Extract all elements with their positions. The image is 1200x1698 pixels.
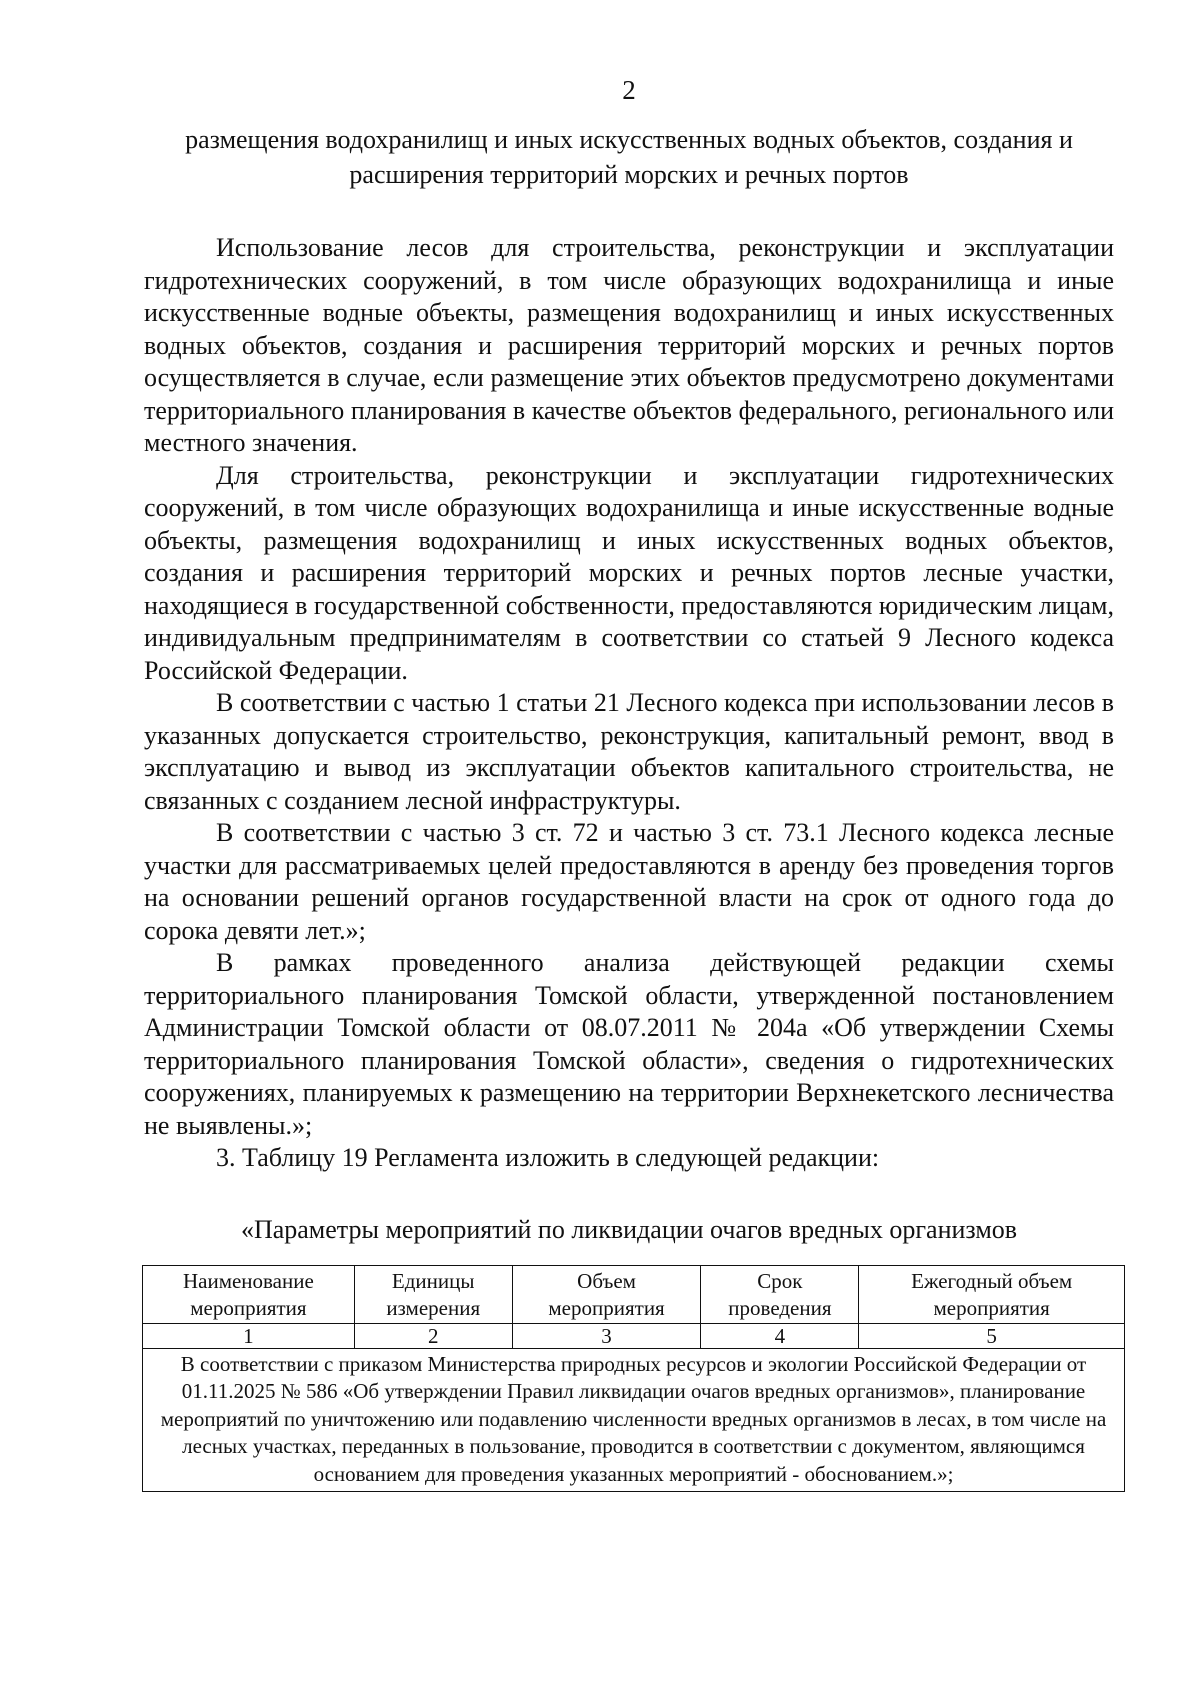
header-units: Единицы измерения: [354, 1265, 512, 1323]
header-period: Срок проведения: [701, 1265, 859, 1323]
column-number-4: 4: [701, 1323, 859, 1348]
paragraph-land-provision: Для строительства, реконструкции и эксплуатации гидротехнических сооружений, в том числе образующих водохранилища и иные искусственные водные объекты, размещения водохранилищ и иных искусственных водных объектов, создания и расширения территорий морских и речных портов лесные участки, находящиеся в государственной собственности, предоставляются юридическим лицам, индивидуальным предпринимателям в соответствии со статьей 9 Лесного кодекса Российской Федерации.: [144, 460, 1114, 685]
table-title: «Параметры мероприятий по ликвидации очагов вредных организмов: [240, 1214, 1018, 1244]
header-annual-volume: Ежегодный объем мероприятия: [859, 1265, 1125, 1323]
paragraph-lease-terms: В соответствии с частью 3 ст. 72 и частью 3 ст. 73.1 Лесного кодекса лесные участки для рассматриваемых целей предоставляются в аренду без проведения торгов на основании решений органов государственной власти на срок от одного года до сорока девяти лет.»;: [144, 818, 1114, 945]
table-note: В соответствии с приказом Министерства природных ресурсов и экологии Российской Федерации от 01.11.2025 № 586 «Об утверждении Правил ликвидации очагов вредных организмов», планирование мероприятий по уничтожению или подавлению численности вредных организмов в лесах, в том числе на лесных участках, переданных в пользование, проводится в соответствии с документом, являющимся основанием для проведения указанных мероприятий - обоснованием.»;: [143, 1348, 1125, 1492]
paragraph-table-19-amendment: 3. Таблицу 19 Регламента изложить в следующей редакции:: [216, 1143, 880, 1172]
paragraph-article-21: В соответствии с частью 1 статьи 21 Лесного кодекса при использовании лесов в указанных допускается строительство, реконструкция, капитальный ремонт, ввод в эксплуатацию и вывод из эксплуатации объектов капитального строительства, не связанных с созданием лесной инфраструктуры.: [144, 688, 1114, 815]
page-number: 2: [622, 75, 636, 105]
section-subtitle: размещения водохранилищ и иных искусственных водных объектов, создания и расширения территорий морских и речных портов: [185, 125, 1073, 189]
column-number-5: 5: [859, 1323, 1125, 1348]
table-header-row: [143, 1265, 1125, 1323]
column-number-3: 3: [512, 1323, 701, 1348]
paragraph-territorial-scheme: В рамках проведенного анализа действующей редакции схемы территориального планирования Томской области, утвержденной постановлением Администрации Томской области от 08.07.2011 № 204а «Об утверждении Схемы территориального планирования Томской области», сведения о гидротехнических сооружениях, планируемых к размещению на территории Верхнекетского лесничества не выявлены.»;: [144, 948, 1114, 1140]
header-measure-name: Наименование мероприятия: [143, 1265, 355, 1323]
body-text: [144, 232, 1114, 1175]
column-number-2: 2: [354, 1323, 512, 1348]
measures-table: [142, 1265, 1125, 1493]
paragraph-forest-use-conditions: Использование лесов для строительства, реконструкции и эксплуатации гидротехнических сооружений, в том числе образующих водохранилища и иные искусственные водные объекты, размещения водохранилищ и иных искусственных водных объектов, создания и расширения территорий морских и речных портов осуществляется в случае, если размещение этих объектов предусмотрено документами территориального планирования в качестве объектов федерального, регионального или местного значения.: [144, 233, 1114, 457]
table-column-numbers-row: [143, 1323, 1125, 1348]
header-volume: Объем мероприятия: [512, 1265, 701, 1323]
column-number-1: 1: [143, 1323, 355, 1348]
table-note-row: [143, 1348, 1125, 1492]
document-page: [144, 70, 1114, 1492]
